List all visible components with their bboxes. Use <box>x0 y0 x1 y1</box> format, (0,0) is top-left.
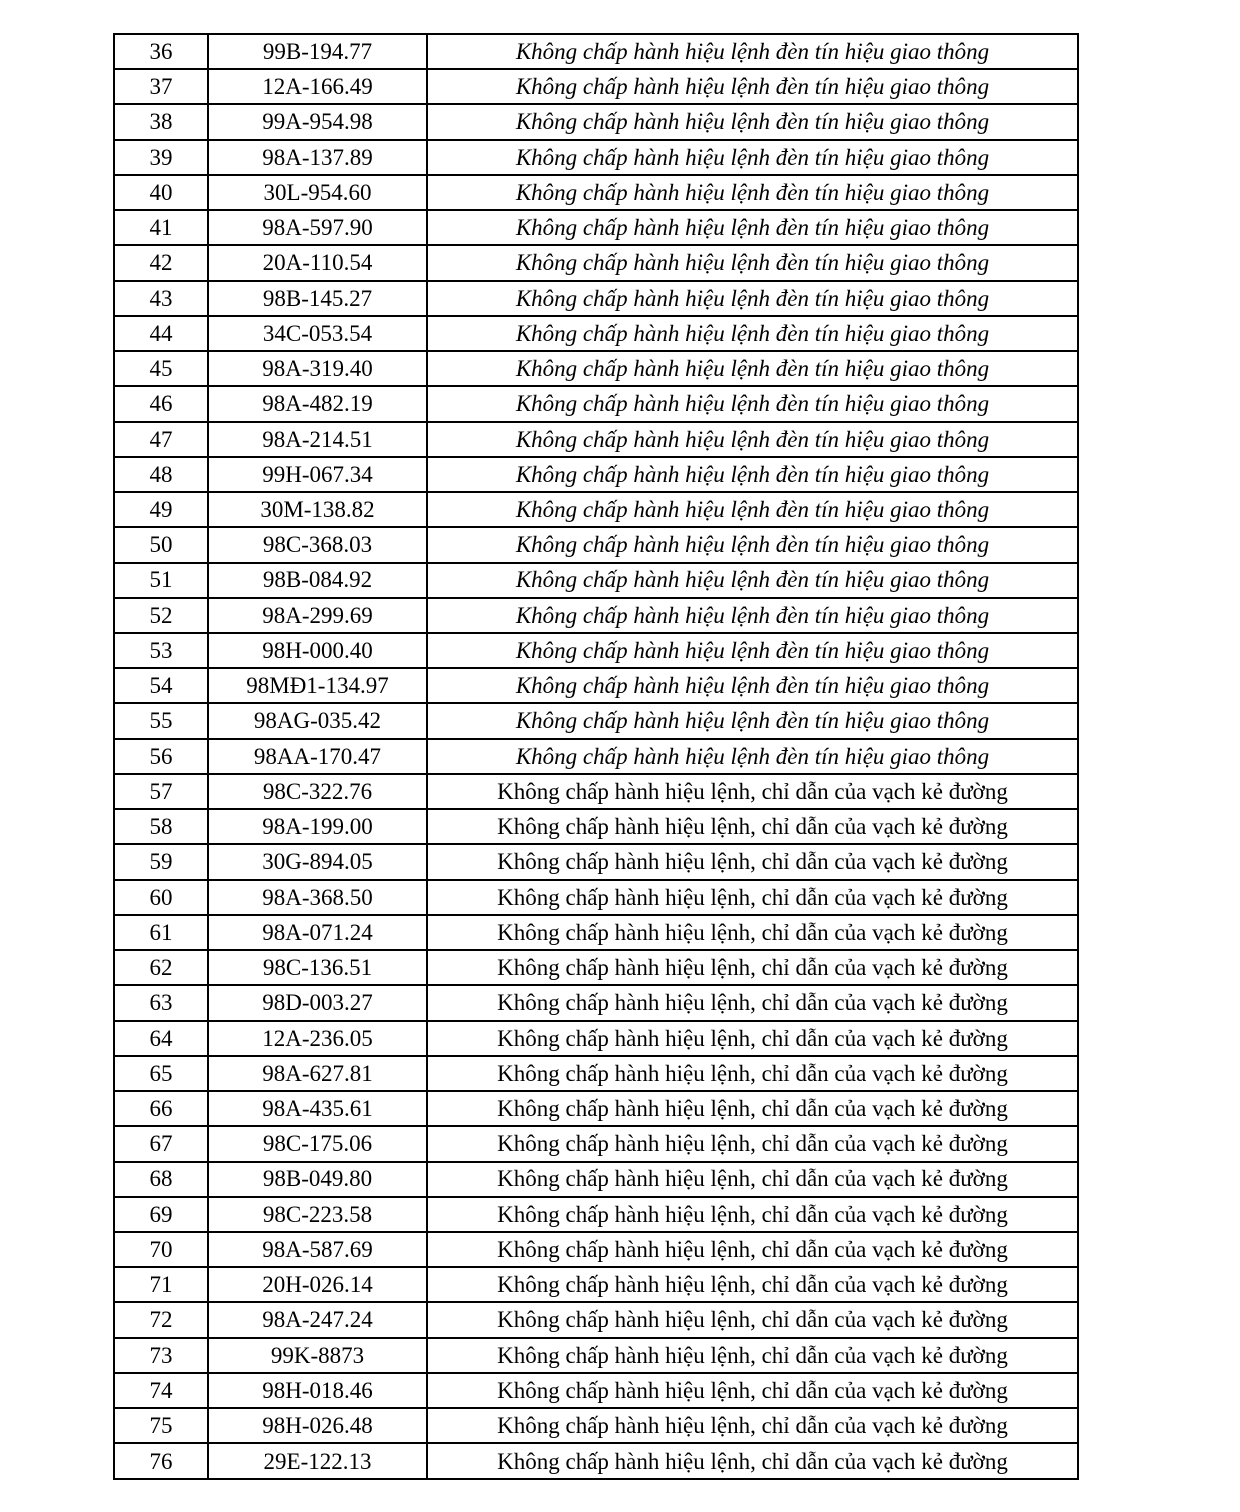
violation-cell: Không chấp hành hiệu lệnh đèn tín hiệu giao thông <box>427 351 1078 386</box>
license-plate-cell: 98H-026.48 <box>208 1408 427 1443</box>
violation-cell: Không chấp hành hiệu lệnh đèn tín hiệu giao thông <box>427 210 1078 245</box>
table-row <box>114 1197 1078 1232</box>
row-number-cell: 67 <box>114 1126 208 1161</box>
table-row <box>114 985 1078 1020</box>
table-row <box>114 1408 1078 1443</box>
license-plate-cell: 98C-223.58 <box>208 1197 427 1232</box>
violation-table <box>113 33 1079 1480</box>
violation-cell: Không chấp hành hiệu lệnh, chỉ dẫn của vạch kẻ đường <box>427 1162 1078 1197</box>
license-plate-cell: 98C-136.51 <box>208 950 427 985</box>
table-row <box>114 386 1078 421</box>
row-number-cell: 66 <box>114 1091 208 1126</box>
violation-cell: Không chấp hành hiệu lệnh, chỉ dẫn của vạch kẻ đường <box>427 1443 1078 1479</box>
row-number-cell: 43 <box>114 281 208 316</box>
row-number-cell: 58 <box>114 809 208 844</box>
license-plate-cell: 29E-122.13 <box>208 1443 427 1479</box>
license-plate-cell: 20H-026.14 <box>208 1267 427 1302</box>
table-row <box>114 1302 1078 1337</box>
table-row <box>114 1232 1078 1267</box>
violation-cell: Không chấp hành hiệu lệnh, chỉ dẫn của vạch kẻ đường <box>427 915 1078 950</box>
table-row <box>114 668 1078 703</box>
table-row <box>114 739 1078 774</box>
row-number-cell: 59 <box>114 844 208 879</box>
license-plate-cell: 99K-8873 <box>208 1338 427 1373</box>
violation-cell: Không chấp hành hiệu lệnh, chỉ dẫn của vạch kẻ đường <box>427 1056 1078 1091</box>
license-plate-cell: 99H-067.34 <box>208 457 427 492</box>
row-number-cell: 56 <box>114 739 208 774</box>
violation-cell: Không chấp hành hiệu lệnh đèn tín hiệu giao thông <box>427 69 1078 104</box>
violation-cell: Không chấp hành hiệu lệnh đèn tín hiệu giao thông <box>427 457 1078 492</box>
table-row <box>114 422 1078 457</box>
table-row <box>114 316 1078 351</box>
table-row <box>114 1338 1078 1373</box>
table-row <box>114 245 1078 280</box>
row-number-cell: 69 <box>114 1197 208 1232</box>
table-row <box>114 880 1078 915</box>
violation-cell: Không chấp hành hiệu lệnh, chỉ dẫn của vạch kẻ đường <box>427 1021 1078 1056</box>
license-plate-cell: 98A-137.89 <box>208 140 427 175</box>
violation-cell: Không chấp hành hiệu lệnh, chỉ dẫn của vạch kẻ đường <box>427 880 1078 915</box>
table-row <box>114 1021 1078 1056</box>
violation-cell: Không chấp hành hiệu lệnh đèn tín hiệu giao thông <box>427 563 1078 598</box>
license-plate-cell: 12A-236.05 <box>208 1021 427 1056</box>
license-plate-cell: 20A-110.54 <box>208 245 427 280</box>
license-plate-cell: 12A-166.49 <box>208 69 427 104</box>
table-row <box>114 281 1078 316</box>
license-plate-cell: 34C-053.54 <box>208 316 427 351</box>
violation-cell: Không chấp hành hiệu lệnh đèn tín hiệu giao thông <box>427 527 1078 562</box>
license-plate-cell: 98A-597.90 <box>208 210 427 245</box>
table-row <box>114 598 1078 633</box>
violation-cell: Không chấp hành hiệu lệnh đèn tín hiệu giao thông <box>427 668 1078 703</box>
license-plate-cell: 98B-049.80 <box>208 1162 427 1197</box>
license-plate-cell: 98AA-170.47 <box>208 739 427 774</box>
violation-cell: Không chấp hành hiệu lệnh đèn tín hiệu giao thông <box>427 633 1078 668</box>
table-row <box>114 104 1078 139</box>
row-number-cell: 74 <box>114 1373 208 1408</box>
table-row <box>114 1267 1078 1302</box>
table-row <box>114 1056 1078 1091</box>
license-plate-cell: 98B-084.92 <box>208 563 427 598</box>
violation-cell: Không chấp hành hiệu lệnh đèn tín hiệu giao thông <box>427 140 1078 175</box>
violation-cell: Không chấp hành hiệu lệnh, chỉ dẫn của vạch kẻ đường <box>427 1197 1078 1232</box>
row-number-cell: 55 <box>114 703 208 738</box>
table-row <box>114 175 1078 210</box>
row-number-cell: 75 <box>114 1408 208 1443</box>
violation-cell: Không chấp hành hiệu lệnh, chỉ dẫn của vạch kẻ đường <box>427 1232 1078 1267</box>
table-row <box>114 774 1078 809</box>
row-number-cell: 72 <box>114 1302 208 1337</box>
row-number-cell: 42 <box>114 245 208 280</box>
license-plate-cell: 98A-299.69 <box>208 598 427 633</box>
violation-cell: Không chấp hành hiệu lệnh đèn tín hiệu giao thông <box>427 703 1078 738</box>
table-row <box>114 69 1078 104</box>
violation-cell: Không chấp hành hiệu lệnh đèn tín hiệu giao thông <box>427 245 1078 280</box>
violation-cell: Không chấp hành hiệu lệnh đèn tín hiệu giao thông <box>427 281 1078 316</box>
table-row <box>114 1126 1078 1161</box>
violation-cell: Không chấp hành hiệu lệnh đèn tín hiệu giao thông <box>427 422 1078 457</box>
table-row <box>114 950 1078 985</box>
row-number-cell: 37 <box>114 69 208 104</box>
license-plate-cell: 98A-368.50 <box>208 880 427 915</box>
license-plate-cell: 98AG-035.42 <box>208 703 427 738</box>
violation-cell: Không chấp hành hiệu lệnh, chỉ dẫn của vạch kẻ đường <box>427 1373 1078 1408</box>
violation-cell: Không chấp hành hiệu lệnh đèn tín hiệu giao thông <box>427 386 1078 421</box>
license-plate-cell: 98C-175.06 <box>208 1126 427 1161</box>
row-number-cell: 40 <box>114 175 208 210</box>
violation-cell: Không chấp hành hiệu lệnh, chỉ dẫn của vạch kẻ đường <box>427 774 1078 809</box>
table-row <box>114 563 1078 598</box>
table-row <box>114 1091 1078 1126</box>
violation-cell: Không chấp hành hiệu lệnh, chỉ dẫn của vạch kẻ đường <box>427 844 1078 879</box>
row-number-cell: 45 <box>114 351 208 386</box>
row-number-cell: 48 <box>114 457 208 492</box>
row-number-cell: 39 <box>114 140 208 175</box>
license-plate-cell: 98A-071.24 <box>208 915 427 950</box>
row-number-cell: 41 <box>114 210 208 245</box>
row-number-cell: 51 <box>114 563 208 598</box>
row-number-cell: 70 <box>114 1232 208 1267</box>
violation-cell: Không chấp hành hiệu lệnh, chỉ dẫn của vạch kẻ đường <box>427 1338 1078 1373</box>
table-row <box>114 1443 1078 1479</box>
license-plate-cell: 98A-435.61 <box>208 1091 427 1126</box>
violation-cell: Không chấp hành hiệu lệnh đèn tín hiệu giao thông <box>427 598 1078 633</box>
table-row <box>114 210 1078 245</box>
violation-cell: Không chấp hành hiệu lệnh đèn tín hiệu giao thông <box>427 104 1078 139</box>
table-row <box>114 34 1078 69</box>
license-plate-cell: 98A-319.40 <box>208 351 427 386</box>
license-plate-cell: 98A-627.81 <box>208 1056 427 1091</box>
license-plate-cell: 30G-894.05 <box>208 844 427 879</box>
row-number-cell: 50 <box>114 527 208 562</box>
license-plate-cell: 98C-368.03 <box>208 527 427 562</box>
license-plate-cell: 98D-003.27 <box>208 985 427 1020</box>
row-number-cell: 61 <box>114 915 208 950</box>
row-number-cell: 73 <box>114 1338 208 1373</box>
table-row <box>114 1373 1078 1408</box>
violation-cell: Không chấp hành hiệu lệnh đèn tín hiệu giao thông <box>427 316 1078 351</box>
table-row <box>114 703 1078 738</box>
license-plate-cell: 99A-954.98 <box>208 104 427 139</box>
license-plate-cell: 30L-954.60 <box>208 175 427 210</box>
table-row <box>114 457 1078 492</box>
row-number-cell: 44 <box>114 316 208 351</box>
table-row <box>114 633 1078 668</box>
row-number-cell: 68 <box>114 1162 208 1197</box>
violation-cell: Không chấp hành hiệu lệnh, chỉ dẫn của vạch kẻ đường <box>427 985 1078 1020</box>
table-row <box>114 351 1078 386</box>
row-number-cell: 57 <box>114 774 208 809</box>
license-plate-cell: 99B-194.77 <box>208 34 427 69</box>
license-plate-cell: 98C-322.76 <box>208 774 427 809</box>
row-number-cell: 49 <box>114 492 208 527</box>
license-plate-cell: 98A-482.19 <box>208 386 427 421</box>
table-row <box>114 844 1078 879</box>
violation-cell: Không chấp hành hiệu lệnh, chỉ dẫn của vạch kẻ đường <box>427 950 1078 985</box>
row-number-cell: 52 <box>114 598 208 633</box>
license-plate-cell: 98A-247.24 <box>208 1302 427 1337</box>
row-number-cell: 47 <box>114 422 208 457</box>
license-plate-cell: 98A-587.69 <box>208 1232 427 1267</box>
table-row <box>114 527 1078 562</box>
violation-cell: Không chấp hành hiệu lệnh, chỉ dẫn của vạch kẻ đường <box>427 1302 1078 1337</box>
table-row <box>114 492 1078 527</box>
row-number-cell: 64 <box>114 1021 208 1056</box>
license-plate-cell: 98B-145.27 <box>208 281 427 316</box>
violation-cell: Không chấp hành hiệu lệnh, chỉ dẫn của vạch kẻ đường <box>427 1126 1078 1161</box>
violation-cell: Không chấp hành hiệu lệnh, chỉ dẫn của vạch kẻ đường <box>427 809 1078 844</box>
violation-cell: Không chấp hành hiệu lệnh đèn tín hiệu giao thông <box>427 175 1078 210</box>
row-number-cell: 46 <box>114 386 208 421</box>
row-number-cell: 71 <box>114 1267 208 1302</box>
row-number-cell: 38 <box>114 104 208 139</box>
license-plate-cell: 98A-214.51 <box>208 422 427 457</box>
table-row <box>114 809 1078 844</box>
license-plate-cell: 30M-138.82 <box>208 492 427 527</box>
row-number-cell: 53 <box>114 633 208 668</box>
table-row <box>114 140 1078 175</box>
row-number-cell: 60 <box>114 880 208 915</box>
violation-cell: Không chấp hành hiệu lệnh đèn tín hiệu giao thông <box>427 492 1078 527</box>
table-body <box>114 34 1078 1479</box>
row-number-cell: 62 <box>114 950 208 985</box>
license-plate-cell: 98A-199.00 <box>208 809 427 844</box>
license-plate-cell: 98MĐ1-134.97 <box>208 668 427 703</box>
row-number-cell: 36 <box>114 34 208 69</box>
row-number-cell: 76 <box>114 1443 208 1479</box>
violation-cell: Không chấp hành hiệu lệnh, chỉ dẫn của vạch kẻ đường <box>427 1267 1078 1302</box>
row-number-cell: 65 <box>114 1056 208 1091</box>
license-plate-cell: 98H-000.40 <box>208 633 427 668</box>
table-row <box>114 915 1078 950</box>
violation-cell: Không chấp hành hiệu lệnh đèn tín hiệu giao thông <box>427 739 1078 774</box>
violation-cell: Không chấp hành hiệu lệnh, chỉ dẫn của vạch kẻ đường <box>427 1408 1078 1443</box>
violation-cell: Không chấp hành hiệu lệnh đèn tín hiệu giao thông <box>427 34 1078 69</box>
violation-cell: Không chấp hành hiệu lệnh, chỉ dẫn của vạch kẻ đường <box>427 1091 1078 1126</box>
row-number-cell: 63 <box>114 985 208 1020</box>
row-number-cell: 54 <box>114 668 208 703</box>
table-row <box>114 1162 1078 1197</box>
license-plate-cell: 98H-018.46 <box>208 1373 427 1408</box>
